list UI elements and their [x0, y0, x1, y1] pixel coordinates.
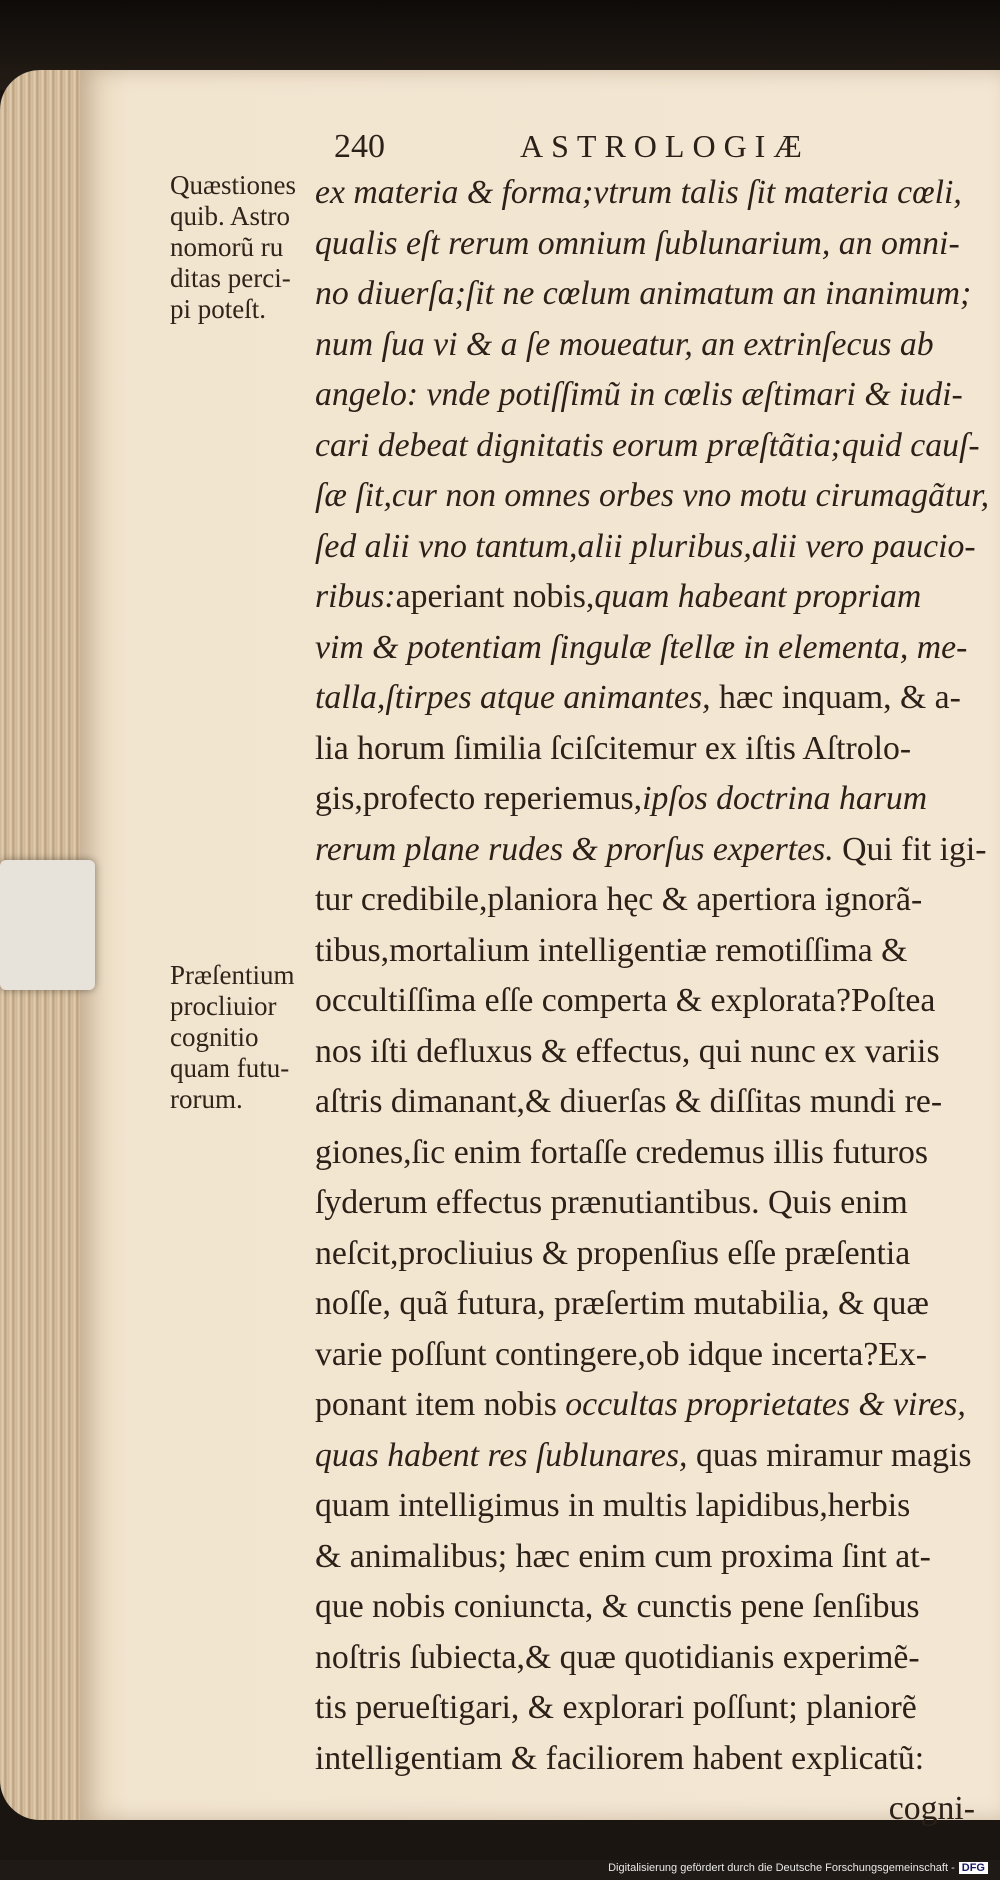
text-line [315, 168, 995, 219]
text-segment: hæc inquam, & a- [710, 679, 961, 716]
marginal-note: Præſentium procliuior cognitio quam futu- rorum. [170, 960, 295, 1114]
body-text [315, 168, 995, 1835]
text-line [315, 1077, 995, 1128]
text-segment: quas habent res ſublunares, [315, 1436, 688, 1474]
text-segment: ſed alii vno tantum,alii pluribus,alii vero paucio- [315, 527, 976, 565]
text-segment: neſcit,procliuius & propenſius eſſe præſentia [315, 1234, 911, 1272]
text-line [315, 623, 995, 674]
page-number: 240 [334, 128, 385, 165]
text-segment: occultiſſima eſſe comperta & explorata?Poſtea [315, 982, 936, 1019]
text-segment: aſtris dimanant,& diuerſas & diſſitas mundi re- [315, 1083, 943, 1120]
text-line [315, 1431, 995, 1482]
text-segment: tur credibile,planiora hęc & apertiora ignorã- [315, 881, 923, 918]
text-line [315, 1683, 995, 1734]
text-segment: num ſua vi & a ſe moueatur, an extrinſecus ab [315, 325, 934, 363]
text-segment: ribus: [315, 578, 396, 615]
text-line [315, 1330, 995, 1381]
text-segment: intelligentiam & faciliorem habent explicatũ: [315, 1739, 925, 1777]
text-line [315, 471, 995, 522]
text-segment: talla,ſtirpes atque animantes, [315, 679, 711, 716]
text-segment: rerum plane rudes & prorſus expertes. [315, 830, 834, 868]
text-segment: cari debeat dignitatis eorum præſtãtia;quid cauſ- [315, 426, 980, 464]
text-line [315, 370, 995, 421]
text-line [315, 774, 995, 825]
text-line [315, 1128, 995, 1179]
text-line [315, 1734, 995, 1785]
text-segment: ponant item nobis [315, 1386, 566, 1423]
text-segment: occultas proprietates & vires, [565, 1386, 966, 1423]
page-clip [0, 860, 95, 990]
text-segment: quam habeant propriam [594, 578, 922, 615]
text-segment: gis,profecto reperiemus, [315, 780, 643, 817]
text-line [315, 673, 995, 724]
text-segment: quas miramur magis [687, 1436, 972, 1474]
text-segment: Qui fit igi- [833, 830, 987, 868]
credit-text: Digitalisierung gefördert durch die Deutsche Forschungsgemeinschaft - [608, 1862, 955, 1874]
text-line [315, 1481, 995, 1532]
text-line [315, 825, 995, 876]
text-line [315, 320, 995, 371]
text-line [315, 522, 995, 573]
text-line [315, 976, 995, 1027]
text-segment: quam intelligimus in multis lapidibus,herbis [315, 1487, 911, 1524]
text-line [315, 269, 995, 320]
funding-credit [608, 1862, 988, 1874]
catchword: cogni- [888, 1790, 975, 1827]
text-segment: vim & potentiam ſingulæ ſtellæ in elementa, me- [315, 628, 968, 666]
text-line [315, 1229, 995, 1280]
running-head: ASTROLOGIÆ [520, 128, 810, 164]
text-line [315, 926, 995, 977]
text-segment: noſſe, quã futura, præſertim mutabilia, & quæ [315, 1285, 929, 1322]
text-line [315, 724, 995, 775]
marginal-note: Quæstiones quib. Astro nomorũ ru ditas perci- pi poteſt. [170, 170, 297, 324]
dfg-logo: DFG [959, 1862, 988, 1874]
text-line [315, 1633, 995, 1684]
footer-strip [0, 1860, 1000, 1880]
text-segment: no diuerſa;ſit ne cœlum animatum an inanimum; [315, 275, 972, 312]
text-segment: giones,ſic enim fortaſſe credemus illis futuros [315, 1133, 928, 1171]
text-segment: ſyderum effectus prænutiantibus. Quis enim [315, 1184, 908, 1221]
text-segment: que nobis coniuncta, & cunctis pene ſenſibus [315, 1588, 920, 1625]
text-line [315, 1279, 995, 1330]
text-segment: tibus,mortalium intelligentiæ remotiſſima & [315, 931, 908, 969]
text-line [315, 219, 995, 270]
text-segment: tis perueſtigari, & explorari poſſunt; planiorẽ [315, 1689, 917, 1726]
text-line [315, 572, 995, 623]
text-segment: ex materia & forma;vtrum talis ſit materia cœli, [315, 174, 962, 211]
text-segment: qualis eſt rerum omnium ſublunarium, an omni- [315, 224, 960, 262]
text-line [315, 1380, 995, 1431]
text-segment: ipſos doctrina harum [642, 780, 928, 817]
text-line [315, 1178, 995, 1229]
text-segment: & animalibus; hæc enim cum proxima ſint at- [315, 1537, 931, 1575]
text-segment: varie poſſunt contingere,ob idque incerta?Ex- [315, 1335, 927, 1373]
text-segment: ſæ ſit,cur non omnes orbes vno motu cirumagãtur, [315, 477, 990, 514]
text-segment: lia horum ſimilia ſciſcitemur ex iſtis Aſtrolo- [315, 729, 912, 767]
page-header [0, 128, 1000, 168]
text-segment: aperiant nobis, [395, 578, 595, 615]
text-line [315, 875, 995, 926]
text-line [315, 1582, 995, 1633]
text-segment: nos iſti defluxus & effectus, qui nunc ex variis [315, 1032, 940, 1070]
text-line [315, 1027, 995, 1078]
text-segment: noſtris ſubiecta,& quæ quotidianis experimẽ- [315, 1638, 920, 1676]
text-line [315, 1532, 995, 1583]
text-line [315, 421, 995, 472]
text-segment: angelo: vnde potiſſimũ in cœlis æſtimari & iudi- [315, 376, 963, 413]
